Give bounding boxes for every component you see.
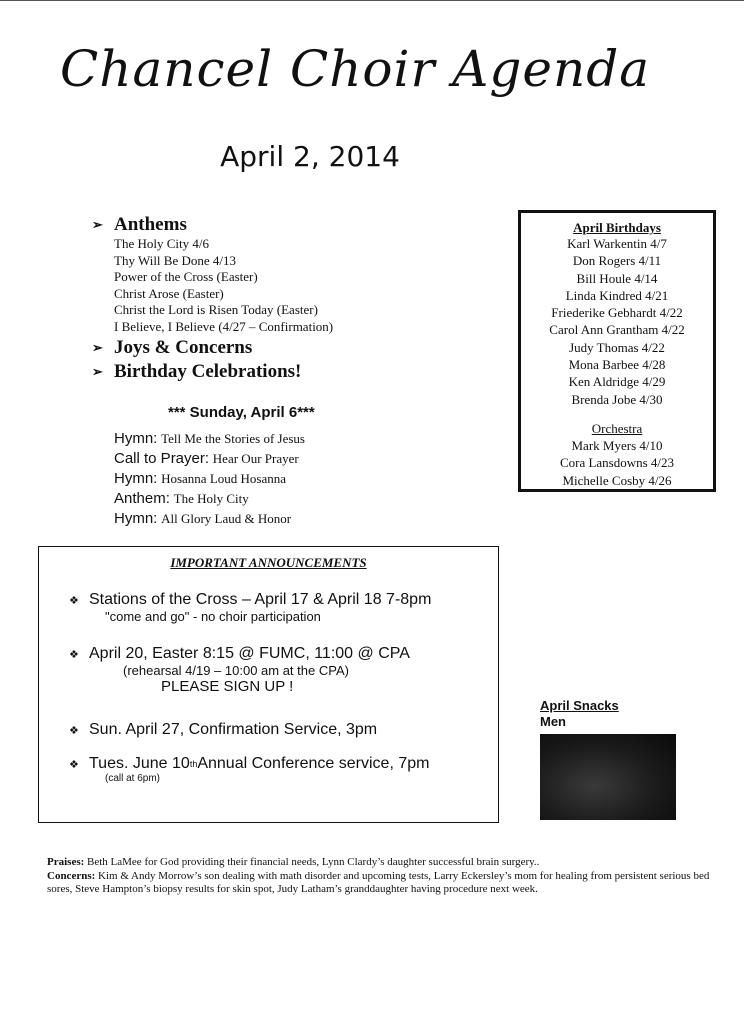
announcement-item xyxy=(69,721,377,739)
concerns-label: Concerns: xyxy=(47,869,96,882)
snacks-photo xyxy=(540,734,676,820)
agenda-sections xyxy=(92,214,492,383)
diamond-bullet-icon: ❖ xyxy=(69,724,79,737)
service-label: Hymn: xyxy=(114,430,158,447)
birthday-heading xyxy=(92,361,492,383)
birthday-label: Birthday Celebrations! xyxy=(114,361,302,382)
snacks-heading: April Snacks xyxy=(540,698,619,713)
anthems-heading xyxy=(92,214,492,236)
arrow-bullet-icon: ➢ xyxy=(92,340,103,355)
service-label: Anthem: xyxy=(114,490,170,507)
sunday-heading: *** Sunday, April 6*** xyxy=(168,404,315,421)
list-item: Thy Will Be Done 4/13 xyxy=(114,252,237,268)
arrow-bullet-icon: ➢ xyxy=(92,364,103,379)
concerns-line xyxy=(47,870,717,897)
service-row xyxy=(114,449,414,469)
announcement-text: Stations of the Cross – April 17 & April 18 7-8pm xyxy=(89,591,432,608)
list-item: Karl Warkentin 4/7 xyxy=(567,236,667,251)
praises-label: Praises: xyxy=(47,856,85,868)
praises-text: Beth LaMee for God providing their financial needs, Lynn Clardy’s daughter successful brain surgery.. xyxy=(84,856,540,868)
service-value: The Holy City xyxy=(173,491,249,506)
list-item: Christ the Lord is Risen Today (Easter) xyxy=(114,302,318,317)
diamond-bullet-icon: ❖ xyxy=(69,758,79,771)
service-row xyxy=(114,429,414,449)
ordinal-suffix: th xyxy=(189,759,198,769)
list-item: Don Rogers 4/11 xyxy=(572,253,662,269)
service-label: Hymn: xyxy=(114,470,158,487)
announcement-text: April 20, Easter 8:15 @ FUMC, 11:00 @ CPA xyxy=(89,645,410,662)
announcement-subtext: (rehearsal 4/19 – 10:00 am at the CPA) xyxy=(123,663,349,678)
list-item: Mona Barbee 4/28 xyxy=(568,357,666,373)
arrow-bullet-icon: ➢ xyxy=(92,217,103,232)
sunday-service-list xyxy=(114,429,414,529)
snacks-block xyxy=(540,698,619,730)
page-title: Chancel Choir Agenda xyxy=(60,40,651,98)
service-label: Call to Prayer: xyxy=(114,450,210,467)
list-item: Cora Lansdowns 4/23 xyxy=(559,455,675,471)
service-value: All Glory Laud & Honor xyxy=(161,511,292,526)
announcement-item xyxy=(69,755,429,784)
list-item: The Holy City 4/6 xyxy=(114,236,209,251)
list-item: Bill Houle 4/14 xyxy=(576,270,658,286)
birthdays-box xyxy=(518,210,716,492)
announcement-item xyxy=(69,645,410,695)
announcement-subtext: (call at 6pm) xyxy=(105,773,161,784)
announcement-text-end: Annual Conference service, 7pm xyxy=(197,755,430,772)
announcement-text: Sun. April 27, Confirmation Service, 3pm xyxy=(89,721,378,738)
list-item: Mark Myers 4/10 xyxy=(571,437,663,453)
announcement-subtext: "come and go" - no choir participation xyxy=(105,609,321,624)
list-item: Ken Aldridge 4/29 xyxy=(568,374,666,390)
announcement-item xyxy=(69,591,431,624)
top-border xyxy=(0,0,744,1)
service-value: Hosanna Loud Hosanna xyxy=(161,471,287,486)
snacks-group: Men xyxy=(540,714,566,729)
announcement-text: Tues. June 10 xyxy=(89,755,190,772)
praises-line xyxy=(47,856,717,870)
diamond-bullet-icon: ❖ xyxy=(69,594,79,607)
service-value: Hear Our Prayer xyxy=(212,451,299,466)
service-row xyxy=(114,489,414,509)
list-item: Brenda Jobe 4/30 xyxy=(571,391,663,407)
birthdays-heading: April Birthdays xyxy=(573,220,661,235)
anthems-label: Anthems xyxy=(114,214,187,235)
list-item: I Believe, I Believe (4/27 – Confirmation) xyxy=(114,318,334,334)
orchestra-heading: Orchestra xyxy=(591,420,643,436)
service-value: Tell Me the Stories of Jesus xyxy=(161,431,305,446)
joys-heading xyxy=(92,337,492,359)
list-item: Christ Arose (Easter) xyxy=(114,285,224,301)
announcements-box xyxy=(38,546,499,823)
diamond-bullet-icon: ❖ xyxy=(69,648,79,661)
announcements-heading: IMPORTANT ANNOUNCEMENTS xyxy=(170,555,367,570)
list-item: Friederike Gebhardt 4/22 xyxy=(551,305,683,321)
list-item: Carol Ann Grantham 4/22 xyxy=(549,322,685,338)
list-item: Michelle Cosby 4/26 xyxy=(562,472,672,488)
agenda-date: April 2, 2014 xyxy=(220,140,400,173)
service-label: Hymn: xyxy=(114,510,158,527)
service-row xyxy=(114,509,414,529)
list-item: Power of the Cross (Easter) xyxy=(114,269,258,284)
anthem-list xyxy=(92,236,492,335)
prayer-notes xyxy=(47,856,717,897)
list-item: Linda Kindred 4/21 xyxy=(565,287,669,303)
concerns-text: Kim & Andy Morrow’s son dealing with math disorder and upcoming tests, Larry Eckersley’s mom for healing from persistent serious bed sores, Steve Hampton’s biopsy results for skin spot, Judy Latham’s granddaughter having procedure next week. xyxy=(47,869,710,895)
announcement-subtext: PLEASE SIGN UP ! xyxy=(161,678,294,695)
joys-label: Joys & Concerns xyxy=(114,337,253,358)
list-item: Judy Thomas 4/22 xyxy=(569,339,665,355)
service-row xyxy=(114,469,414,489)
